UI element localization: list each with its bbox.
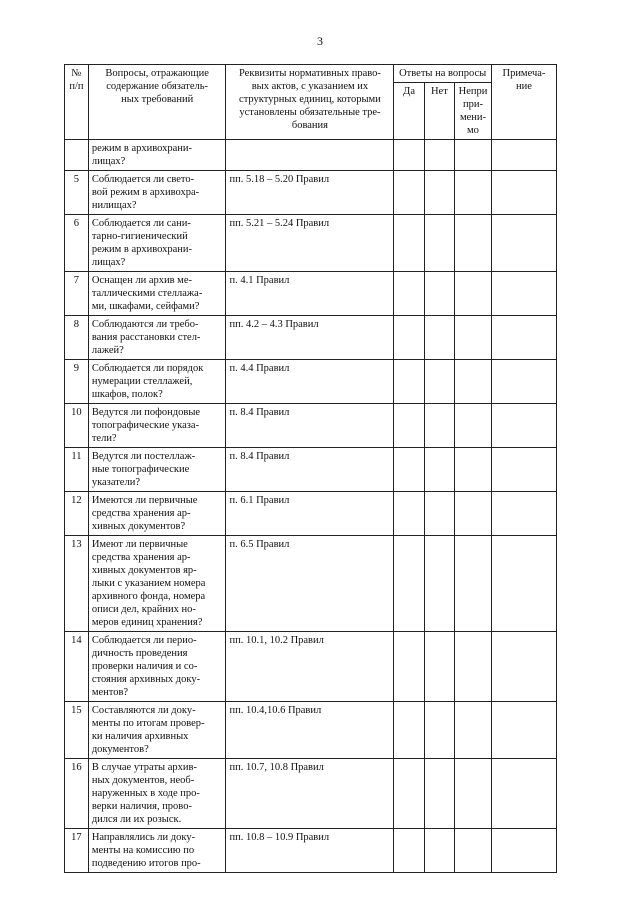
answer-no-cell[interactable] xyxy=(424,360,454,404)
note-cell[interactable] xyxy=(491,448,556,492)
row-num: 10 xyxy=(65,404,89,448)
answer-na-cell[interactable] xyxy=(455,215,492,272)
row-requisites: пп. 4.2 – 4.3 Правил xyxy=(226,316,394,360)
answer-yes-cell[interactable] xyxy=(394,215,424,272)
answer-no-cell[interactable] xyxy=(424,140,454,171)
answer-no-cell[interactable] xyxy=(424,492,454,536)
row-requisites: пп. 10.1, 10.2 Правил xyxy=(226,632,394,702)
answer-yes-cell[interactable] xyxy=(394,360,424,404)
note-cell[interactable] xyxy=(491,316,556,360)
row-num xyxy=(65,140,89,171)
answer-no-cell[interactable] xyxy=(424,215,454,272)
table-row xyxy=(65,448,557,492)
answer-no-cell[interactable] xyxy=(424,404,454,448)
row-question: Имеют ли первичные средства хранения ар- хивных документов яр- лыки с указанием номера архивного фонда, номера описи дел, крайних но- меров единиц хранения? xyxy=(88,536,226,632)
answer-yes-cell[interactable] xyxy=(394,316,424,360)
answer-no-cell[interactable] xyxy=(424,316,454,360)
note-cell[interactable] xyxy=(491,492,556,536)
row-question: Соблюдается ли перио- дичность проведения проверки наличия и со- стояния архивных доку- ментов? xyxy=(88,632,226,702)
row-requisites: пп. 5.21 – 5.24 Правил xyxy=(226,215,394,272)
row-question: Оснащен ли архив ме- таллическими стеллажа- ми, шкафами, сейфами? xyxy=(88,272,226,316)
page-number: 3 xyxy=(317,34,323,48)
answer-na-cell[interactable] xyxy=(455,140,492,171)
row-requisites: пп. 10.7, 10.8 Правил xyxy=(226,759,394,829)
row-requisites: п. 8.4 Правил xyxy=(226,448,394,492)
row-requisites: п. 6.1 Правил xyxy=(226,492,394,536)
row-question: В случае утраты архив- ных документов, необ- наруженных в ходе про- верки наличия, прово- дился ли их розыск. xyxy=(88,759,226,829)
note-cell[interactable] xyxy=(491,215,556,272)
answer-no-cell[interactable] xyxy=(424,448,454,492)
requirements-checklist-table xyxy=(64,64,557,873)
answer-na-cell[interactable] xyxy=(455,171,492,215)
table-row xyxy=(65,829,557,873)
answer-no-cell[interactable] xyxy=(424,272,454,316)
row-requisites: п. 4.4 Правил xyxy=(226,360,394,404)
row-num: 15 xyxy=(65,702,89,759)
note-cell[interactable] xyxy=(491,404,556,448)
answer-na-cell[interactable] xyxy=(455,404,492,448)
answer-na-cell[interactable] xyxy=(455,272,492,316)
header-requisites: Реквизиты нормативных право- вых актов, с указанием их структурных единиц, которыми установлены обязательные тре- бования xyxy=(226,65,394,140)
answer-na-cell[interactable] xyxy=(455,492,492,536)
note-cell[interactable] xyxy=(491,632,556,702)
row-requisites: пп. 10.8 – 10.9 Правил xyxy=(226,829,394,873)
answer-no-cell[interactable] xyxy=(424,632,454,702)
header-num: № п/п xyxy=(65,65,89,140)
answer-yes-cell[interactable] xyxy=(394,829,424,873)
header-no: Нет xyxy=(424,83,454,140)
row-requisites: пп. 10.4,10.6 Правил xyxy=(226,702,394,759)
row-requisites: п. 4.1 Правил xyxy=(226,272,394,316)
answer-no-cell[interactable] xyxy=(424,759,454,829)
header-yes: Да xyxy=(394,83,424,140)
table-row xyxy=(65,404,557,448)
note-cell[interactable] xyxy=(491,360,556,404)
note-cell[interactable] xyxy=(491,829,556,873)
row-num: 16 xyxy=(65,759,89,829)
answer-na-cell[interactable] xyxy=(455,759,492,829)
answer-na-cell[interactable] xyxy=(455,360,492,404)
row-question: Имеются ли первичные средства хранения ар- хивных документов? xyxy=(88,492,226,536)
answer-yes-cell[interactable] xyxy=(394,272,424,316)
answer-na-cell[interactable] xyxy=(455,316,492,360)
answer-na-cell[interactable] xyxy=(455,536,492,632)
answer-yes-cell[interactable] xyxy=(394,702,424,759)
row-question: Ведутся ли постеллаж- ные топографические указатели? xyxy=(88,448,226,492)
row-num: 11 xyxy=(65,448,89,492)
row-question: Ведутся ли пофондовые топографические указа- тели? xyxy=(88,404,226,448)
answer-no-cell[interactable] xyxy=(424,702,454,759)
header-na: Непри при- мени- мо xyxy=(455,83,492,140)
answer-yes-cell[interactable] xyxy=(394,404,424,448)
table-row xyxy=(65,492,557,536)
table-row xyxy=(65,536,557,632)
header-question: Вопросы, отражающие содержание обязатель- ных требований xyxy=(88,65,226,140)
table-row xyxy=(65,759,557,829)
table-row xyxy=(65,360,557,404)
table-row xyxy=(65,215,557,272)
table-row xyxy=(65,272,557,316)
row-question: Соблюдается ли сани- тарно-гигиенический режим в архивохрани- лищах? xyxy=(88,215,226,272)
answer-na-cell[interactable] xyxy=(455,448,492,492)
answer-yes-cell[interactable] xyxy=(394,448,424,492)
table-row xyxy=(65,140,557,171)
row-question: Направлялись ли доку- менты на комиссию по подведению итогов про- xyxy=(88,829,226,873)
row-question: Соблюдаются ли требо- вания расстановки стел- лажей? xyxy=(88,316,226,360)
answer-na-cell[interactable] xyxy=(455,702,492,759)
answer-yes-cell[interactable] xyxy=(394,632,424,702)
header-answers-group: Ответы на вопросы xyxy=(394,65,492,83)
row-num: 8 xyxy=(65,316,89,360)
answer-yes-cell[interactable] xyxy=(394,492,424,536)
row-question: Составляются ли доку- менты по итогам провер- ки наличия архивных документов? xyxy=(88,702,226,759)
row-num: 5 xyxy=(65,171,89,215)
answer-yes-cell[interactable] xyxy=(394,140,424,171)
row-question: Соблюдается ли порядок нумерации стеллажей, шкафов, полок? xyxy=(88,360,226,404)
row-requisites: п. 8.4 Правил xyxy=(226,404,394,448)
note-cell[interactable] xyxy=(491,759,556,829)
row-num: 17 xyxy=(65,829,89,873)
row-num: 6 xyxy=(65,215,89,272)
answer-na-cell[interactable] xyxy=(455,829,492,873)
note-cell[interactable] xyxy=(491,702,556,759)
table-row xyxy=(65,171,557,215)
row-requisites xyxy=(226,140,394,171)
answer-no-cell[interactable] xyxy=(424,171,454,215)
row-question: режим в архивохрани- лищах? xyxy=(88,140,226,171)
table-row xyxy=(65,316,557,360)
header-note: Примеча- ние xyxy=(491,65,556,140)
row-question: Соблюдается ли свето- вой режим в архивохра- нилищах? xyxy=(88,171,226,215)
row-num: 12 xyxy=(65,492,89,536)
note-cell[interactable] xyxy=(491,272,556,316)
answer-yes-cell[interactable] xyxy=(394,759,424,829)
row-requisites: пп. 5.18 – 5.20 Правил xyxy=(226,171,394,215)
note-cell[interactable] xyxy=(491,140,556,171)
answer-yes-cell[interactable] xyxy=(394,171,424,215)
note-cell[interactable] xyxy=(491,536,556,632)
row-requisites: п. 6.5 Правил xyxy=(226,536,394,632)
row-num: 9 xyxy=(65,360,89,404)
row-num: 7 xyxy=(65,272,89,316)
answer-na-cell[interactable] xyxy=(455,632,492,702)
answer-yes-cell[interactable] xyxy=(394,536,424,632)
table-row xyxy=(65,702,557,759)
table-row xyxy=(65,632,557,702)
row-num: 14 xyxy=(65,632,89,702)
answer-no-cell[interactable] xyxy=(424,829,454,873)
table-header-row xyxy=(65,65,557,83)
answer-no-cell[interactable] xyxy=(424,536,454,632)
note-cell[interactable] xyxy=(491,171,556,215)
row-num: 13 xyxy=(65,536,89,632)
